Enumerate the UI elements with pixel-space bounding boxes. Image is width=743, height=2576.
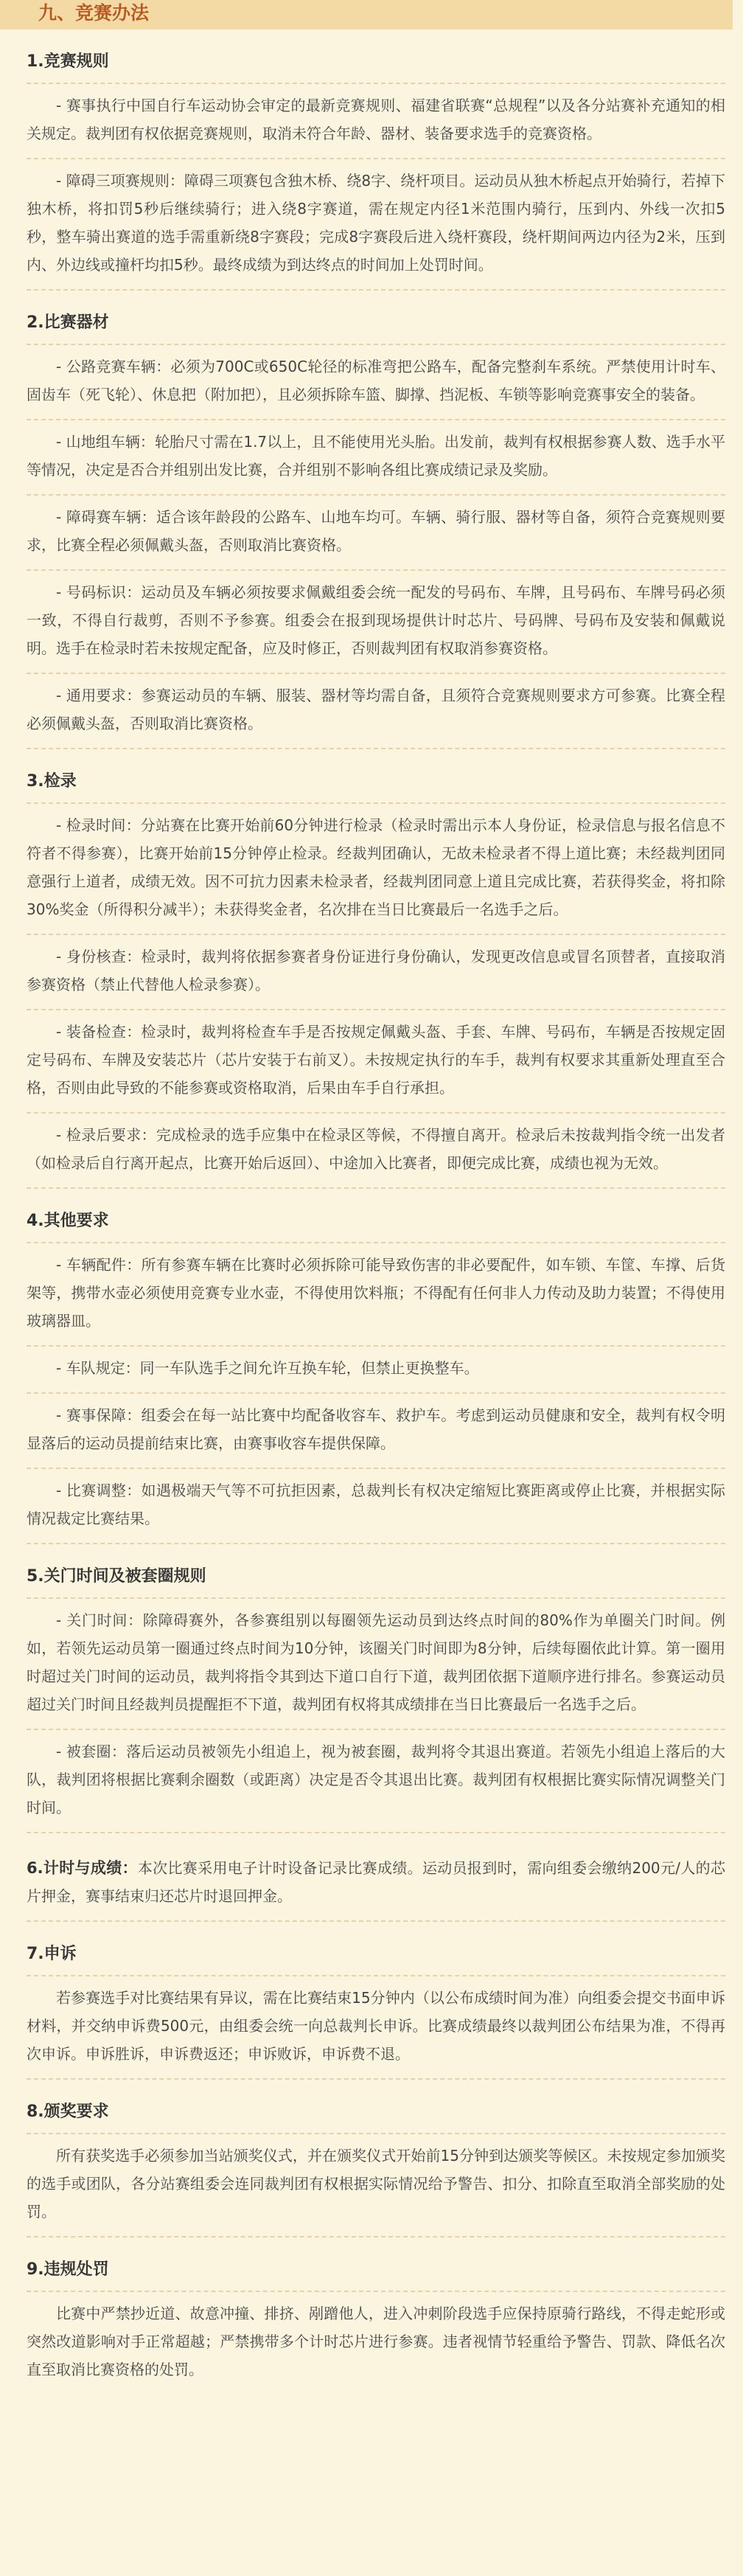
paragraph-checkin-time: - 检录时间：分站赛在比赛开始前60分钟进行检录（检录时需出示本人身份证，检录信息与报名信息不符者不得参赛），比赛开始前15分钟停止检录。经裁判团确认，无故未检录者不得上道比赛；未经裁判团同意强行上道者，成绩无效。因不可抗力因素未检录者，经裁判团同意上道且完成比赛，若获得奖金，将扣除30%奖金（所得积分减半）；未获得奖金者，名次排在当日比赛最后一名选手之后。 [27,816,725,918]
paragraph-other-parts: - 车辆配件：所有参赛车辆在比赛时必须拆除可能导致伤害的非必要配件，如车锁、车筐、车撑、后货架等，携带水壶必须使用竞赛专业水壶，不得使用饮料瓶；不得配有任何非人力传动及助力装置；不得使用玻璃器皿。 [27,1256,725,1330]
paragraph-divider [27,2078,725,2080]
section-divider [27,1975,725,1976]
section-divider [27,2133,725,2134]
section-heading-cutoff: 5.关门时间及被套圈规则 [27,1567,206,1586]
paragraph-divider [27,158,725,159]
section-heading-appeal: 7.申诉 [27,1945,77,1963]
paragraph-divider [27,2236,725,2237]
paragraph-cutoff-time: - 关门时间：除障碍赛外，各参赛组别以每圈领先运动员到达终点时间的80%作为单圈关门时间。例如，若领先运动员第一圈通过终点时间为10分钟，该圈关门时间即为8分钟，后续每圈依此计算。第一圈用时超过关门时间的运动员，裁判将指令其到达下道口自行下道，裁判团依据下道顺序进行排名。参赛运动员超过关门时间且经裁判员提醒拒不下道，裁判团有权将其成绩排在当日比赛最后一名选手之后。 [27,1611,725,1713]
paragraph-other-team: - 车队规定：同一车队选手之间允许互换车轮，但禁止更换整车。 [56,1359,479,1377]
section-divider [27,802,725,804]
paragraph-rules-obstacle: - 障碍三项赛规则：障碍三项赛包含独木桥、绕8字、绕杆项目。运动员从独木桥起点开始骑行，若掉下独木桥，将扣罚5秒后继续骑行；进入绕8字赛道，需在规定内径1米范围内骑行，压到内、外线一次扣5秒，整车骑出赛道的选手需重新绕8字赛段；完成8字赛段后进入绕杆赛段，绕杆期间两边内径为2米，压到内、外边线或撞杆均扣5秒。最终成绩为到达终点的时间加上处罚时间。 [27,172,725,274]
paragraph-equipment-obstacle: - 障碍赛车辆：适合该年龄段的公路车、山地车均可。车辆、骑行服、器材等自备，须符合竞赛规则要求，比赛全程必须佩戴头盔，否则取消比赛资格。 [27,508,725,554]
paragraph-divider [27,748,725,749]
paragraph-divider [27,494,725,496]
paragraph-divider [27,1920,725,1922]
section-heading-awards: 8.颁奖要求 [27,2103,109,2121]
paragraph-divider [27,1468,725,1469]
paragraph-divider [27,289,725,291]
section-heading-penalty: 9.违规处罚 [27,2260,109,2279]
paragraph-penalty: 比赛中严禁抄近道、故意冲撞、排挤、剐蹭他人，进入冲刺阶段选手应保持原骑行路线，不得走蛇形或突然改道影响对手正常超越；严禁携带多个计时芯片进行参赛。违者视情节轻重给予警告、罚款、降低名次直至取消比赛资格的处罚。 [27,2305,725,2378]
paragraph-divider [27,1729,725,1730]
paragraph-divider [27,1543,725,1544]
section-heading-other: 4.其他要求 [27,1212,109,1230]
section-heading-timing: 6.计时与成绩： [27,1859,138,1877]
paragraph-equipment-number: - 号码标识：运动员及车辆必须按要求佩戴组委会统一配发的号码布、车牌，且号码布、车牌号码必须一致，不得自行裁剪，否则不予参赛。组委会在报到现场提供计时芯片、号码牌、号码布及安装和佩戴说明。选手在检录时若未按规定配备，应及时修正，否则裁判团有权取消参赛资格。 [27,583,725,657]
paragraph-divider [27,1112,725,1114]
paragraph-equipment-road: - 公路竞赛车辆：必须为700C或650C轮径的标准弯把公路车，配备完整刹车系统。严禁使用计时车、固齿车（死飞轮）、休息把（附加把），且必须拆除车篮、脚撑、挡泥板、车锁等影响竞赛事安全的装备。 [27,358,725,403]
section-divider [27,1597,725,1599]
paragraph-divider [27,419,725,420]
paragraph-other-support: - 赛事保障：组委会在每一站比赛中均配备收容车、救护车。考虑到运动员健康和安全，裁判有权令明显落后的运动员提前结束比赛，由赛事收容车提供保障。 [27,1406,725,1452]
paragraph-divider [27,1832,725,1833]
paragraph-checkin-after: - 检录后要求：完成检录的选手应集中在检录区等候，不得擅自离开。检录后未按裁判指令统一出发者（如检录后自行离开起点，比赛开始后返回）、中途加入比赛者，即便完成比赛，成绩也视为无效。 [27,1126,725,1172]
section-divider [27,2291,725,2292]
paragraph-divider [27,1345,725,1347]
timing-text: 本次比赛采用电子计时设备记录比赛成绩。运动员报到时，需向组委会缴纳200元/人的芯片押金，赛事结束归还芯片时退回押金。 [27,1859,725,1905]
section-divider [27,344,725,345]
section-divider [27,1242,725,1243]
paragraph-divider [27,1392,725,1394]
paragraph-checkin-identity: - 身份核查：检录时，裁判将依据参赛者身份证进行身份确认，发现更改信息或冒名顶替者，直接取消参赛资格（禁止代替他人检录参赛）。 [27,948,725,993]
paragraph-divider [27,673,725,674]
paragraph-divider [27,1009,725,1010]
paragraph-other-adjust: - 比赛调整：如遇极端天气等不可抗拒因素，总裁判长有权决定缩短比赛距离或停止比赛，并根据实际情况裁定比赛结果。 [27,1482,725,1527]
section-heading-equipment: 2.比赛器材 [27,313,109,332]
page-title: 九、竞赛办法 [0,0,733,29]
paragraph-divider [27,934,725,935]
paragraph-equipment-general: - 通用要求：参赛运动员的车辆、服装、器材等均需自备，且须符合竞赛规则要求方可参赛。比赛全程必须佩戴头盔，否则取消比赛资格。 [27,687,725,732]
paragraph-appeal: 若参赛选手对比赛结果有异议，需在比赛结束15分钟内（以公布成绩时间为准）向组委会提交书面申诉材料，并交纳申诉费500元，由组委会统一向总裁判长申诉。比赛成绩最终以裁判团公布结果为准，不得再次申诉。申诉胜诉，申诉费返还；申诉败诉，申诉费不退。 [27,1989,725,2063]
paragraph-cutoff-lapped: - 被套圈：落后运动员被领先小组追上，视为被套圈，裁判将令其退出赛道。若领先小组追上落后的大队，裁判团将根据比赛剩余圈数（或距离）决定是否令其退出比赛。裁判团有权根据比赛实际情况调整关门时间。 [27,1743,725,1816]
paragraph-divider [27,569,725,571]
paragraph-equipment-mtb: - 山地组车辆：轮胎尺寸需在1.7以上，且不能使用光头胎。出发前，裁判有权根据参赛人数、选手水平等情况，决定是否合并组别出发比赛，合并组别不影响各组比赛成绩记录及奖励。 [27,433,725,479]
section-divider [27,83,725,84]
paragraph-awards: 所有获奖选手必须参加当站颁奖仪式，并在颁奖仪式开始前15分钟到达颁奖等候区。未按规定参加颁奖的选手或团队，各分站赛组委会连同裁判团有权根据实际情况给予警告、扣分、扣除直至取消全部奖励的处罚。 [27,2147,725,2221]
paragraph-rules-general: - 赛事执行中国自行车运动协会审定的最新竞赛规则、福建省联赛“总规程”以及各分站赛补充通知的相关规定。裁判团有权依据竞赛规则，取消未符合年龄、器材、装备要求选手的竞赛资格。 [27,97,725,142]
paragraph-checkin-gear: - 装备检查：检录时，裁判将检查车手是否按规定佩戴头盔、手套、车牌、号码布，车辆是否按规定固定号码布、车牌及安装芯片（芯片安装于右前叉）。未按规定执行的车手，裁判有权要求其重新处理直至合格，否则由此导致的不能参赛或资格取消，后果由车手自行承担。 [27,1023,725,1097]
paragraph-timing [27,1854,733,1910]
section-heading-checkin: 3.检录 [27,772,77,791]
paragraph-divider [27,1187,725,1189]
section-heading-rules: 1.竞赛规则 [27,52,109,71]
